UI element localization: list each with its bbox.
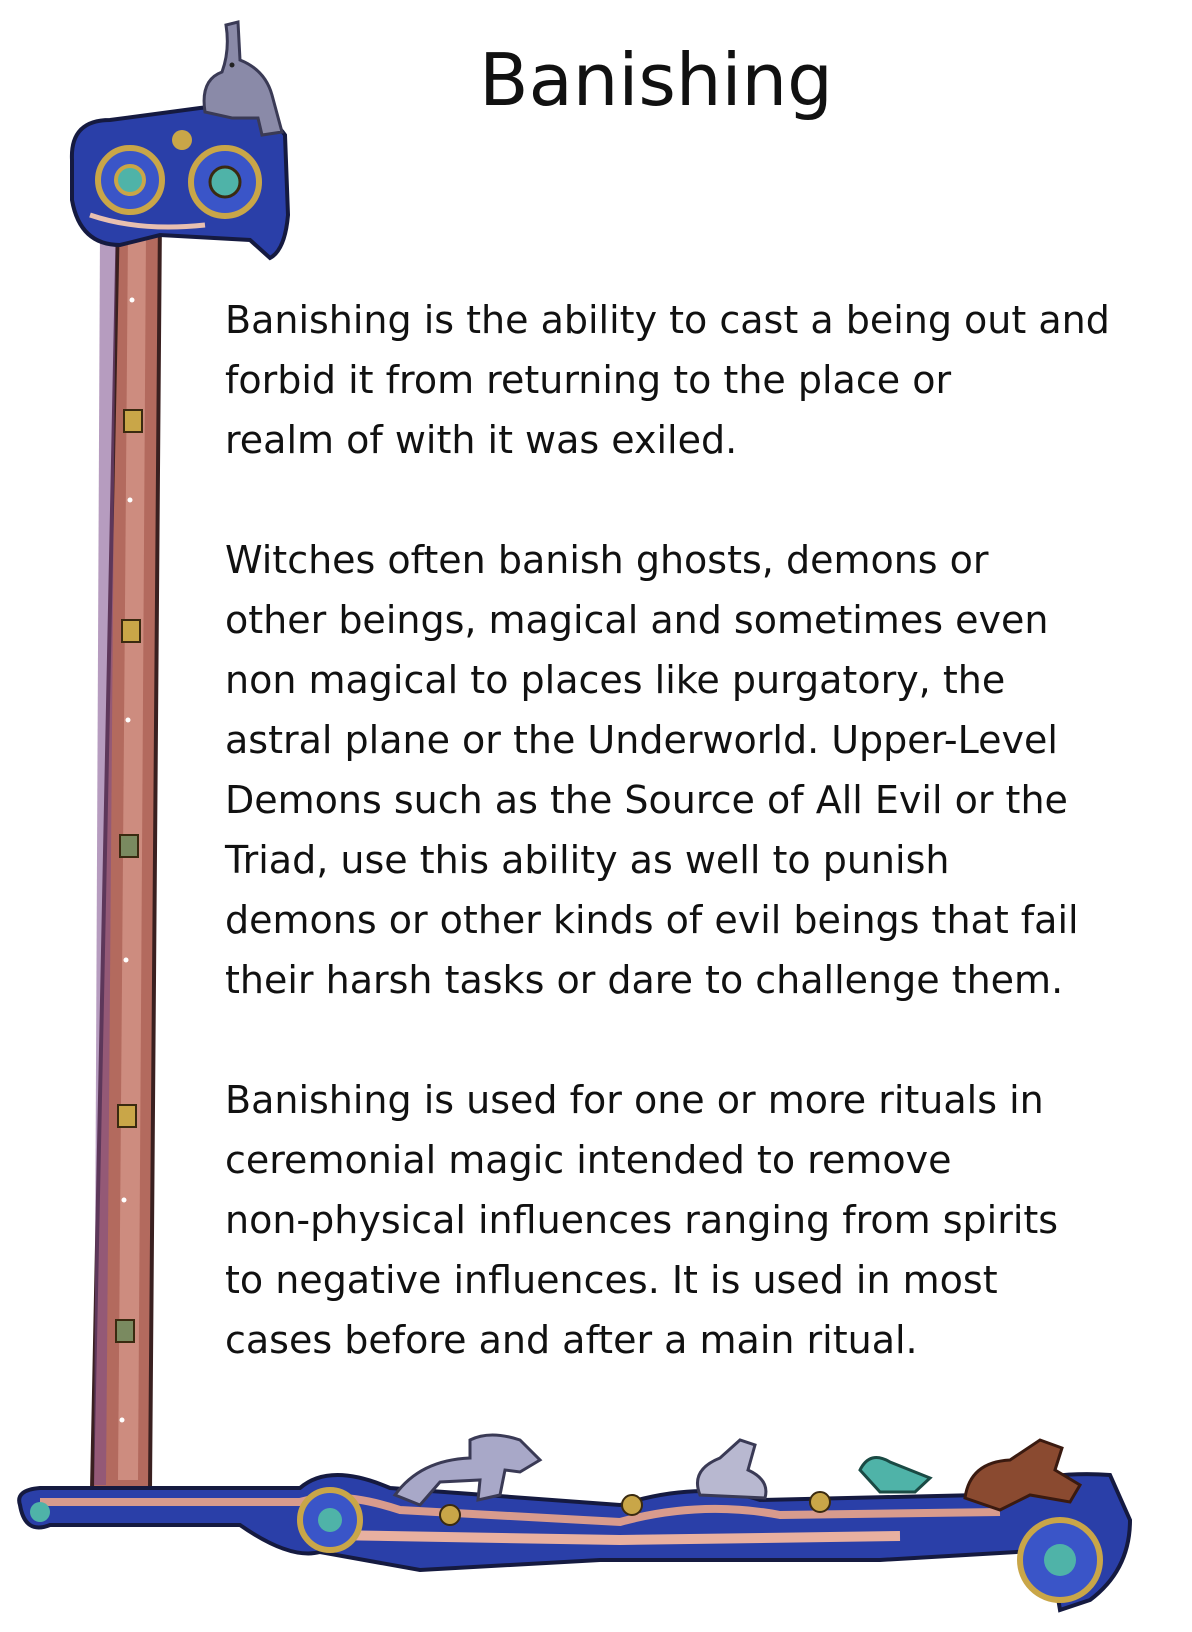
body-text: [225, 290, 1125, 1430]
paragraph-rituals: Banishing is used for one or more rituals in ceremonial magic intended to remove non-physical influences ranging from spirits to negative influences. It is used in most cases before and after a main ritual.: [225, 1078, 1059, 1362]
bird-icon: [860, 1458, 930, 1493]
page-title: Banishing: [479, 38, 833, 122]
scroll-ornament-icon: [72, 107, 288, 258]
bottom-bar: [19, 1474, 1130, 1610]
vertical-shaft: [92, 215, 160, 1490]
paragraph-witches: Witches often banish ghosts, demons or other beings, magical and sometimes even non magical to places like purgatory, the astral plane or the Underworld. Upper-Level Demons such as the Source of All Evil or the Triad, use this ability as well to punish demons or other kinds of evil beings that fail their harsh tasks or dare to challenge them.: [225, 538, 1079, 1002]
fox-icon: [965, 1440, 1080, 1510]
rabbit-icon: [698, 1440, 766, 1498]
paragraph-definition: Banishing is the ability to cast a being out and forbid it from returning to the place or realm of with it was exiled.: [225, 298, 1110, 462]
